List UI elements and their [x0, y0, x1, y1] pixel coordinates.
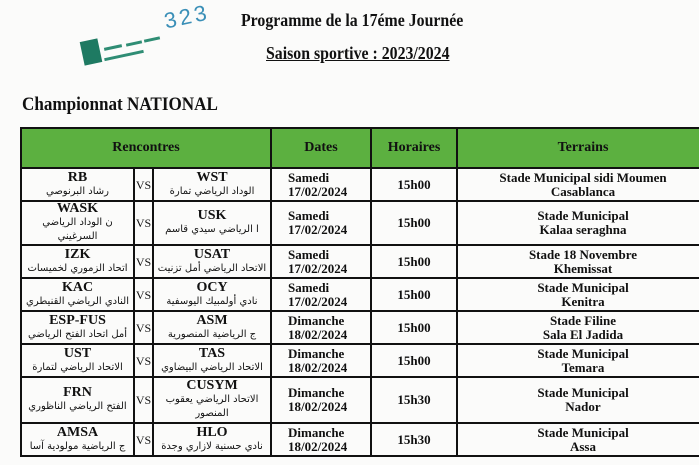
- home-code: KAC: [61, 279, 94, 295]
- venue-name: Stade Municipal: [537, 279, 629, 295]
- match-date-value: 17/02/2024: [288, 293, 348, 309]
- away-code: CUSYM: [186, 378, 238, 393]
- away-team: [153, 423, 271, 456]
- away-code: USK: [197, 208, 227, 223]
- match-date: [271, 168, 371, 201]
- schedule-table: [20, 127, 699, 457]
- table-row: [21, 201, 699, 245]
- match-venue: [457, 344, 699, 377]
- home-code: WASK: [56, 201, 99, 216]
- home-code: UST: [63, 345, 92, 361]
- away-team: [153, 344, 271, 377]
- match-venue: [457, 423, 699, 456]
- match-venue: [457, 377, 699, 423]
- header-matches: Rencontres: [21, 128, 271, 168]
- away-code: HLO: [196, 424, 228, 440]
- match-date-value: 17/02/2024: [288, 260, 348, 276]
- match-day: Samedi: [288, 169, 330, 185]
- match-venue: [457, 278, 699, 311]
- away-code: TAS: [198, 345, 226, 361]
- away-name-ar: الاتحاد الرياضي أمل تزنيت: [157, 262, 267, 274]
- venue-city: Kenitra: [561, 293, 605, 309]
- match-day: Samedi: [288, 208, 330, 223]
- stamp-dash: [104, 44, 122, 51]
- away-team: [153, 377, 271, 423]
- match-date-value: 18/02/2024: [288, 326, 348, 342]
- home-name-ar: اتحاد الزموري لخميسات: [27, 262, 128, 274]
- home-team: [21, 377, 134, 423]
- stamp-mark: [80, 38, 103, 65]
- table-row: [21, 168, 699, 201]
- match-day: Dimanche: [288, 424, 345, 440]
- home-code: ESP-FUS: [49, 312, 106, 328]
- match-date-value: 17/02/2024: [288, 183, 348, 199]
- match-time: 15h00: [371, 201, 457, 245]
- table-header: [21, 128, 699, 168]
- away-code: USAT: [193, 246, 231, 262]
- venue-name: Stade Municipal: [537, 424, 629, 440]
- home-team: [21, 245, 134, 278]
- vs-label: VS: [134, 423, 153, 456]
- vs-label: VS: [134, 377, 153, 423]
- match-time: 15h30: [371, 423, 457, 456]
- home-code: AMSA: [56, 424, 99, 440]
- venue-city: Khemissat: [553, 260, 613, 276]
- match-venue: [457, 245, 699, 278]
- match-time: 15h00: [371, 245, 457, 278]
- match-date: [271, 311, 371, 344]
- home-name-ar: ن الوداد الرياضي السرغيني: [42, 217, 113, 242]
- away-team: [153, 311, 271, 344]
- competition-title: Championnat NATIONAL: [22, 94, 218, 115]
- away-name-ar: ا الرياضي سيدي قاسم: [165, 224, 259, 235]
- away-name-ar: نادي أولمبيك اليوسفية: [166, 295, 258, 307]
- match-venue: [457, 168, 699, 201]
- home-name-ar: أمل اتحاد الفتح الرياضي: [27, 328, 128, 340]
- match-date-value: 18/02/2024: [288, 359, 348, 375]
- header-venues: Terrains: [457, 128, 699, 168]
- match-day: Dimanche: [288, 312, 345, 328]
- away-code: WST: [196, 169, 228, 185]
- match-date-value: 18/02/2024: [288, 438, 348, 454]
- venue-name: Stade Municipal sidi Moumen: [499, 169, 667, 185]
- match-day: Dimanche: [288, 345, 345, 361]
- away-name-ar: الاتحاد الرياضي يعقوب المنصور: [165, 394, 259, 419]
- vs-label: VS: [134, 278, 153, 311]
- match-day: Samedi: [288, 279, 330, 295]
- home-code: RB: [67, 169, 88, 185]
- match-date-value: 18/02/2024: [288, 399, 348, 414]
- away-team: [153, 245, 271, 278]
- venue-city: Casablanca: [550, 183, 616, 199]
- match-date: [271, 377, 371, 423]
- venue-city: Kalaa seraghna: [539, 222, 627, 237]
- stamp: [82, 0, 222, 66]
- venue-name: Stade Municipal: [537, 208, 629, 223]
- match-time: 15h00: [371, 278, 457, 311]
- home-team: [21, 278, 134, 311]
- season-title: Saison sportive : 2023/2024: [266, 43, 450, 63]
- home-name-ar: رشاد البرنوصي: [45, 185, 110, 197]
- venue-name: Stade Municipal: [537, 345, 629, 361]
- vs-label: VS: [134, 311, 153, 344]
- match-date: [271, 344, 371, 377]
- match-day: Dimanche: [288, 385, 345, 400]
- venue-name: Stade 18 Novembre: [528, 246, 638, 262]
- venue-name: Stade Municipal: [537, 385, 629, 400]
- venue-name: Stade Filine: [549, 312, 617, 328]
- away-name-ar: الاتحاد الرياضي البيضاوي: [161, 361, 263, 373]
- vs-label: VS: [134, 201, 153, 245]
- vs-label: VS: [134, 168, 153, 201]
- header-dates: Dates: [271, 128, 371, 168]
- vs-label: VS: [134, 344, 153, 377]
- home-name-ar: النادي الرياضي القنيطري: [26, 295, 129, 307]
- match-date: [271, 245, 371, 278]
- home-team: [21, 168, 134, 201]
- home-name-ar: الاتحاد الرياضي لتمارة: [32, 361, 123, 373]
- table-row: [21, 344, 699, 377]
- vs-label: VS: [134, 245, 153, 278]
- away-name-ar: الوداد الرياضي تمارة: [169, 185, 255, 197]
- away-team: [153, 201, 271, 245]
- home-name-ar: الفتح الرياضي الناظوري: [28, 401, 127, 412]
- match-date: [271, 278, 371, 311]
- stamp-number: 323: [161, 0, 212, 34]
- home-code: FRN: [63, 385, 92, 400]
- away-team: [153, 278, 271, 311]
- table-row: [21, 377, 699, 423]
- away-name-ar: نادي حسنية لازاري وجدة: [161, 440, 263, 452]
- stamp-dash: [126, 40, 142, 46]
- match-time: 15h30: [371, 377, 457, 423]
- venue-city: Sala El Jadida: [542, 326, 624, 342]
- header-times: Horaires: [371, 128, 457, 168]
- away-team: [153, 168, 271, 201]
- stamp-dash: [144, 36, 160, 42]
- match-date: [271, 423, 371, 456]
- table-row: [21, 311, 699, 344]
- match-time: 15h00: [371, 344, 457, 377]
- away-name-ar: ج الرياضية المنصورية: [167, 328, 257, 340]
- match-day: Samedi: [288, 246, 330, 262]
- home-team: [21, 344, 134, 377]
- home-team: [21, 201, 134, 245]
- match-date: [271, 201, 371, 245]
- table-row: [21, 245, 699, 278]
- stamp-dash: [104, 50, 144, 61]
- match-time: 15h00: [371, 311, 457, 344]
- match-date-value: 17/02/2024: [288, 222, 348, 237]
- home-code: IZK: [64, 246, 91, 262]
- table-row: [21, 423, 699, 456]
- page-title: Programme de la 17éme Journée: [241, 10, 464, 30]
- home-team: [21, 311, 134, 344]
- table-row: [21, 278, 699, 311]
- venue-city: Assa: [569, 438, 596, 454]
- home-team: [21, 423, 134, 456]
- venue-city: Nador: [565, 399, 601, 414]
- venue-city: Temara: [561, 359, 605, 375]
- away-code: ASM: [196, 312, 228, 328]
- match-venue: [457, 201, 699, 245]
- match-time: 15h00: [371, 168, 457, 201]
- home-name-ar: ج الرياضية مولودية آسا: [29, 440, 126, 452]
- away-code: OCY: [196, 279, 228, 295]
- match-venue: [457, 311, 699, 344]
